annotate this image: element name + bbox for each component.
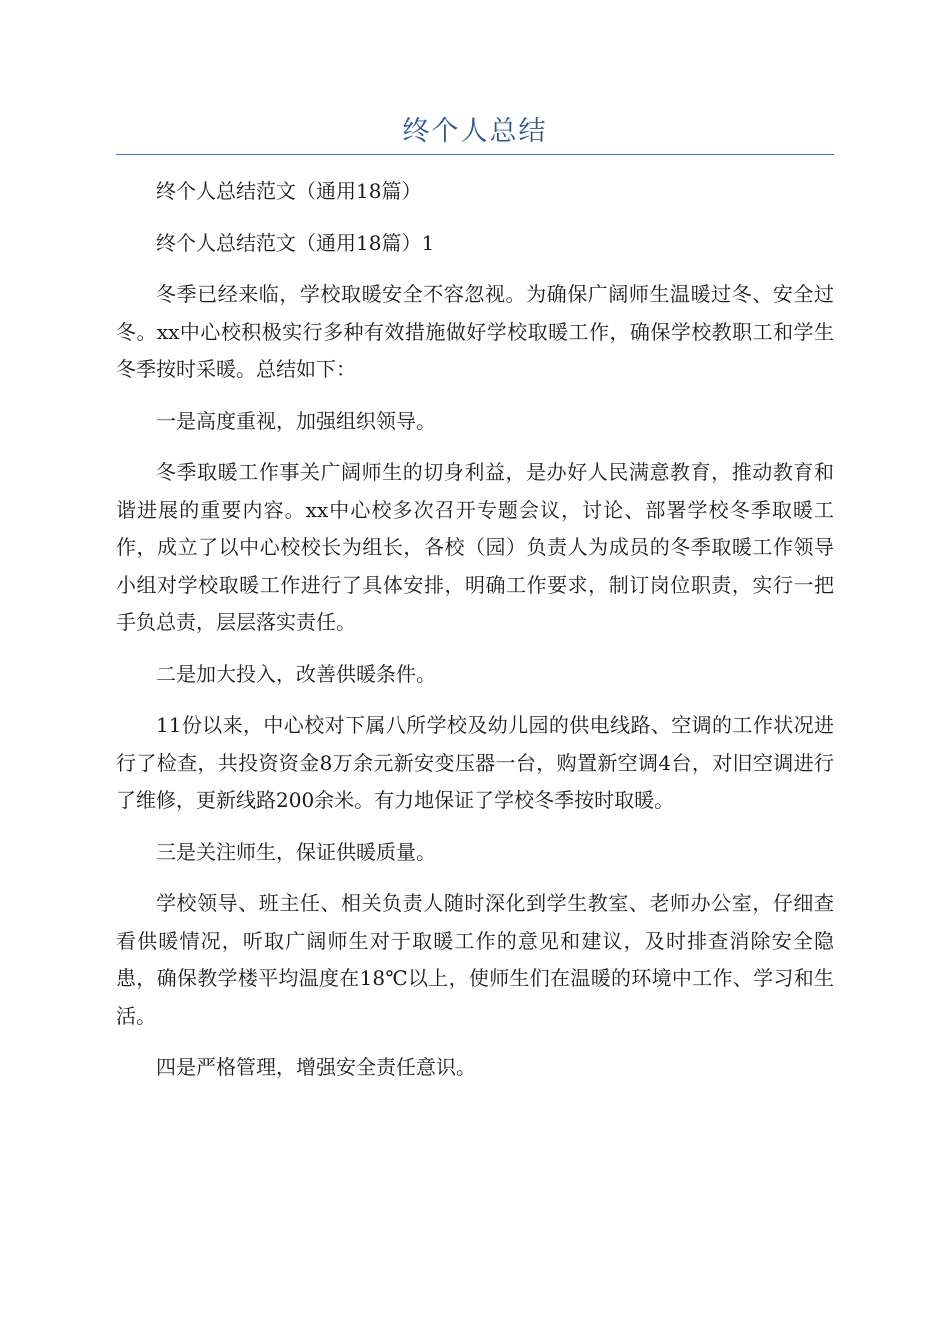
paragraph-point-3-heading: 三是关注师生，保证供暖质量。 (156, 839, 436, 864)
document-body (116, 173, 834, 1101)
paragraph-subtitle: 终个人总结范文（通用18篇） (156, 179, 422, 203)
paragraph-point-1-heading: 一是高度重视，加强组织领导。 (156, 408, 436, 433)
paragraph-point-2-heading: 二是加大投入，改善供暖条件。 (156, 661, 436, 686)
paragraph-point-4-heading: 四是严格管理，增强安全责任意识。 (156, 1055, 476, 1079)
paragraph-section-heading: 终个人总结范文（通用18篇）1 (156, 230, 435, 255)
paragraph-point-1-body: 冬季取暖工作事关广阔师生的切身利益，是办好人民满意教育，推动教育和谐进展的重要内容。xx中心校多次召开专题会议，讨论、部署学校冬季取暖工作，成立了以中心校校长为组长，各校（园）负责人为成员的冬季取暖工作领导小组对学校取暖工作进行了具体安排，明确工作要求，制订岗位职责，实行一把手负总责，层层落实责任。 (116, 460, 834, 634)
document-title: 终个人总结 (402, 116, 548, 147)
paragraph-point-3-body: 学校领导、班主任、相关负责人随时深化到学生教室、老师办公室，仔细查看供暖情况，听取广阔师生对于取暖工作的意见和建议，及时排查消除安全隐患，确保教学楼平均温度在18℃以上，使师生们在温暖的环境中工作、学习和生活。 (116, 891, 834, 1028)
paragraph-intro: 冬季已经来临，学校取暖安全不容忽视。为确保广阔师生温暖过冬、安全过冬。xx中心校积极实行多种有效措施做好学校取暖工作，确保学校教职工和学生冬季按时采暖。总结如下： (116, 282, 834, 381)
title-underline (116, 154, 834, 155)
paragraph-point-2-body: 11份以来，中心校对下属八所学校及幼儿园的供电线路、空调的工作状况进行了检查，共投资资金8万余元新安变压器一台，购置新空调4台，对旧空调进行了维修，更新线路200余米。有力地保证了学校冬季按时取暖。 (116, 713, 834, 812)
